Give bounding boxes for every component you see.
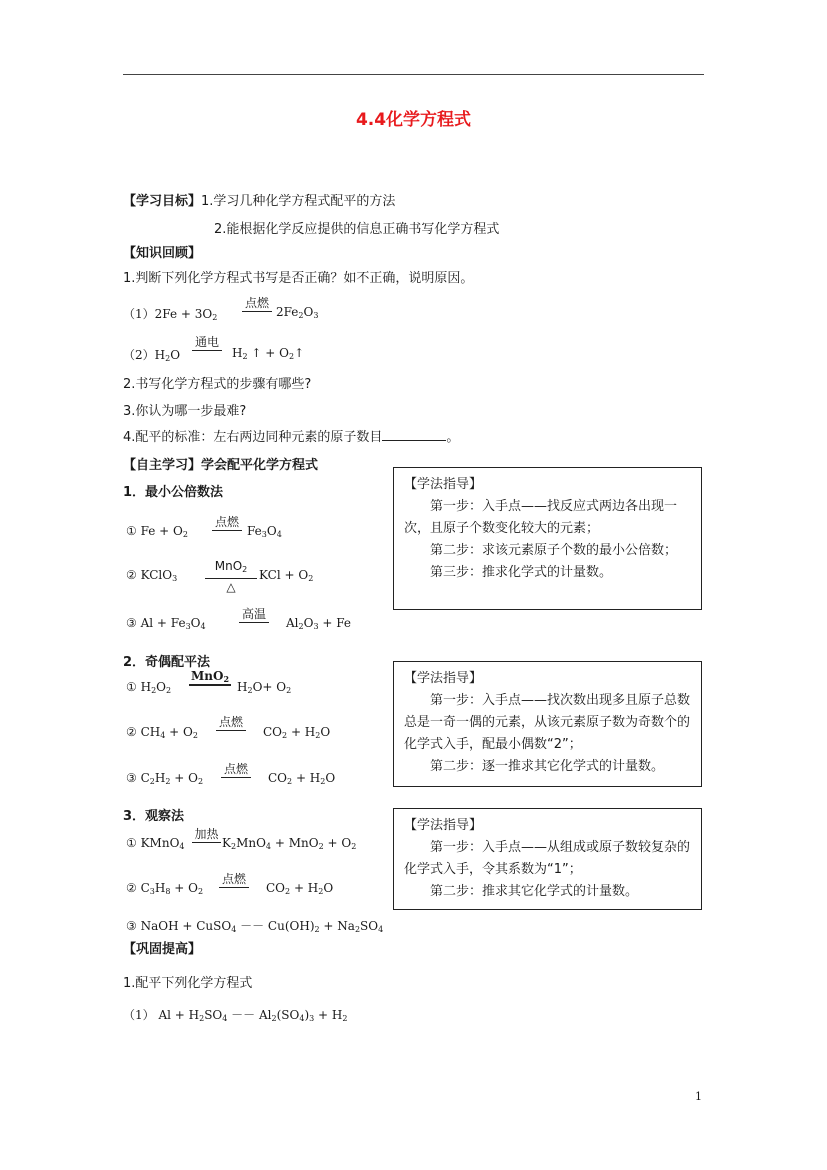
m2-eq1-right: $H_2O+ O_2$ (237, 680, 292, 695)
objective-2: 2.能根据化学反应提供的信息正确书写化学方程式 (214, 222, 500, 237)
self-study-label: 【自主学习】学会配平化学方程式 (123, 458, 319, 473)
m1-eq3-condition: 高温 (239, 605, 269, 623)
m3-eq1: ① KMnO$_4$ (126, 836, 185, 851)
review-q4: 4.配平的标准：左右两边同种元素的原子数目 。 (123, 430, 460, 445)
m2-eq3: ③ $C_2H_2 + O_2$ (126, 771, 204, 786)
review-eq1-right: $2Fe_2O_3$ (276, 305, 319, 320)
objectives (123, 190, 395, 209)
method2-guide-box (393, 661, 702, 787)
m2-eq2-right: $CO_2 + H_2O$ (263, 725, 331, 740)
m1-eq2: ② KClO$_3$ (126, 568, 178, 583)
guide-title: 【学法指导】 (404, 477, 483, 492)
review-eq2-right: $H_2$ ↑ + $O_2↑$ (232, 346, 305, 361)
condition-ignite: 点燃 (242, 294, 272, 312)
m1-eq1-condition: 点燃 (212, 513, 242, 531)
m1-eq2-right: KCl + $O_2$ (259, 568, 314, 583)
m1-eq2-condition: MnO$_2$ △ (205, 558, 257, 595)
guide-step-2: 第二步：推求其它化学式的计量数。 (430, 884, 639, 899)
m3-eq2-condition: 点燃 (219, 870, 249, 888)
m2-eq3-condition: 点燃 (221, 760, 251, 778)
page-number: 1 (695, 1090, 702, 1103)
m2-eq1: ① $H_2O_2$ (126, 680, 172, 695)
method3-heading: 3．观察法 (123, 809, 185, 824)
guide-title: 【学法指导】 (404, 671, 483, 686)
review-label: 【知识回顾】 (123, 246, 202, 261)
m3-eq2-right: $CO_2 + H_2O$ (266, 881, 334, 896)
guide-step-2: 第二步：求该元素原子个数的最小公倍数； (430, 543, 678, 558)
m1-eq3: ③ $Al + Fe_3O_4$ (126, 616, 206, 631)
objectives-label: 【学习目标】 (123, 194, 202, 209)
m3-eq1-right: $K_2MnO_4 + MnO_2 + O_2$ (222, 836, 357, 851)
review-q1: 1.判断下列化学方程式书写是否正确？如不正确，说明原因。 (123, 271, 474, 286)
m2-eq1-condition: MnO$_2$ (190, 669, 230, 684)
m3-eq1-condition: 加热 (192, 825, 221, 843)
m1-eq1-right: $Fe_3O_4$ (247, 524, 282, 539)
consolidate-eq1: （1） $Al + H_2SO_4 -- Al_2(SO_4)_3 + H_2$ (123, 1008, 348, 1023)
review-q2: 2.书写化学方程式的步骤有哪些? (123, 377, 312, 392)
method3-guide-box (393, 808, 702, 910)
method1-heading: 1．最小公倍数法 (123, 485, 224, 500)
answer-blank (382, 428, 446, 441)
objective-1: 1.学习几种化学方程式配平的方法 (201, 194, 396, 209)
header-rule (123, 74, 704, 75)
guide-title: 【学法指导】 (404, 818, 483, 833)
guide-step-3: 第三步：推求化学式的计量数。 (430, 565, 613, 580)
m3-eq2: ② $C_3H_8 + O_2$ (126, 881, 204, 896)
page-title: 4.4化学方程式 (355, 110, 472, 130)
m3-eq3: ③ NaOH + CuSO$_4$ －－ $Cu(OH)_2 + Na_2SO_4$ (126, 919, 384, 934)
method2-heading: 2．奇偶配平法 (123, 655, 211, 670)
review-eq2: $(2)H_2O$ (123, 348, 181, 363)
consolidate-label: 【巩固提高】 (123, 942, 202, 957)
m1-eq3-right: $Al_2O_3 + Fe$ (286, 616, 352, 631)
condition-electrify: 通电 (192, 333, 222, 351)
guide-step-2: 第二步：逐一推求其它化学式的计量数。 (430, 759, 665, 774)
guide-step-1: 第一步：入手点——找次数出现多且原子总数总是一奇一偶的元素，从该元素原子数为奇数个的化学式入手，配最小偶数“2”； (404, 693, 691, 752)
m2-eq2: ② $CH_4 + O_2$ (126, 725, 198, 740)
review-eq1: $(1)2Fe + 3O_2$ (123, 307, 218, 322)
guide-step-1: 第一步：入手点——找反应式两边各出现一次，且原子个数变化较大的元素； (404, 499, 678, 536)
m2-eq3-right: $CO_2 + H_2O$ (268, 771, 336, 786)
m2-eq2-condition: 点燃 (216, 713, 246, 731)
m1-eq1: ① $Fe + O_2$ (126, 524, 188, 539)
review-q3: 3.你认为哪一步最难? (123, 404, 247, 419)
guide-step-1: 第一步：入手点——从组成或原子数较复杂的化学式入手，令其系数为“1”； (404, 840, 691, 877)
consolidate-q1: 1.配平下列化学方程式 (123, 976, 253, 991)
method1-guide-box (393, 467, 702, 610)
